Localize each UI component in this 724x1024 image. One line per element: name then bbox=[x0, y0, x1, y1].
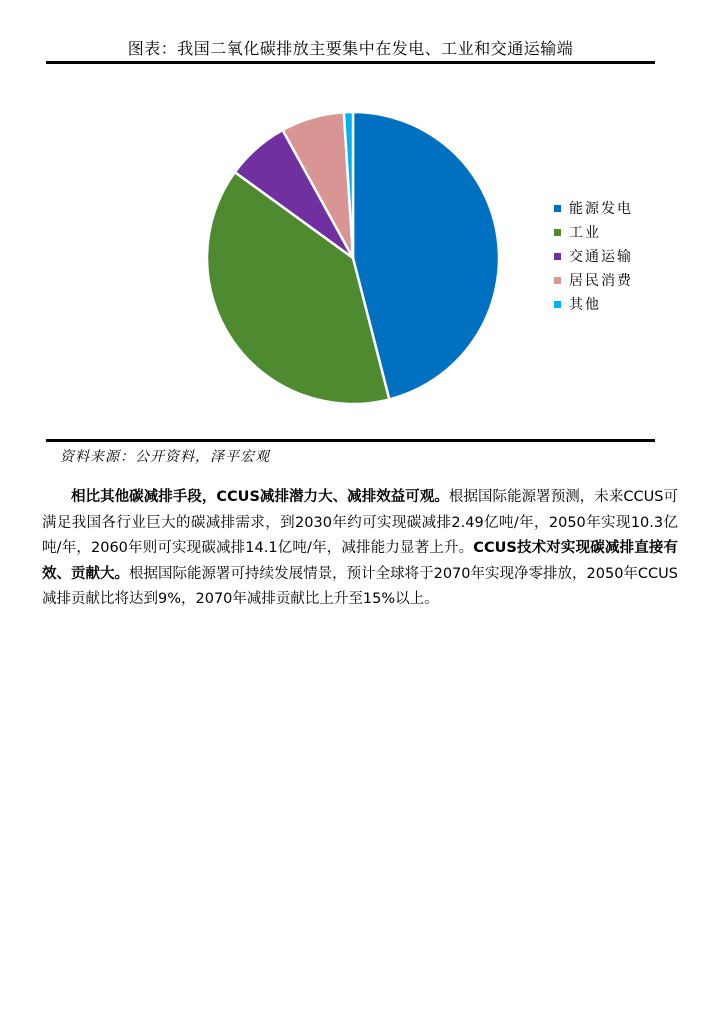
title-rule bbox=[46, 61, 655, 64]
legend-item bbox=[554, 292, 633, 316]
body-paragraph bbox=[42, 485, 678, 613]
legend-label: 其他 bbox=[569, 297, 601, 313]
legend-swatch bbox=[554, 205, 561, 212]
source-rule bbox=[46, 439, 655, 442]
legend-item bbox=[554, 268, 633, 292]
legend-label: 工业 bbox=[569, 225, 601, 241]
highlight-text: 相比其他碳减排手段，CCUS减排潜力大、减排效益可观。 bbox=[71, 489, 449, 505]
legend-swatch bbox=[554, 253, 561, 260]
legend-label: 交通运输 bbox=[569, 249, 633, 265]
legend-item bbox=[554, 196, 633, 220]
legend-swatch bbox=[554, 301, 561, 308]
legend-swatch bbox=[554, 277, 561, 284]
legend-label: 居民消费 bbox=[569, 273, 633, 289]
chart-legend bbox=[554, 196, 633, 316]
paragraph-text: 根据国际能源署预测，未来CCUS可满足我国各行业巨大的碳减排需求，到2030年约可实现碳减排2.49亿吨/年，2050年实现10.3亿吨/年，2060年则可实现碳减排14.1亿吨/年，减排能力显著上升。 bbox=[42, 489, 678, 556]
figure-source: 资料来源：公开资料，泽平宏观 bbox=[60, 449, 270, 465]
figure-title: 图表：我国二氧化碳排放主要集中在发电、工业和交通运输端 bbox=[127, 39, 574, 58]
legend-swatch bbox=[554, 229, 561, 236]
pie-chart bbox=[190, 95, 520, 425]
legend-item bbox=[554, 220, 633, 244]
highlight-text: CCUS技术对实现碳减排直接有效、贡献大。 bbox=[42, 540, 678, 582]
legend-label: 能源发电 bbox=[569, 201, 633, 217]
paragraph-text: 根据国际能源署可持续发展情景，预计全球将于2070年实现净零排放，2050年CCUS减排贡献比将达到9%，2070年减排贡献比上升至15%以上。 bbox=[42, 565, 679, 607]
legend-item bbox=[554, 244, 633, 268]
